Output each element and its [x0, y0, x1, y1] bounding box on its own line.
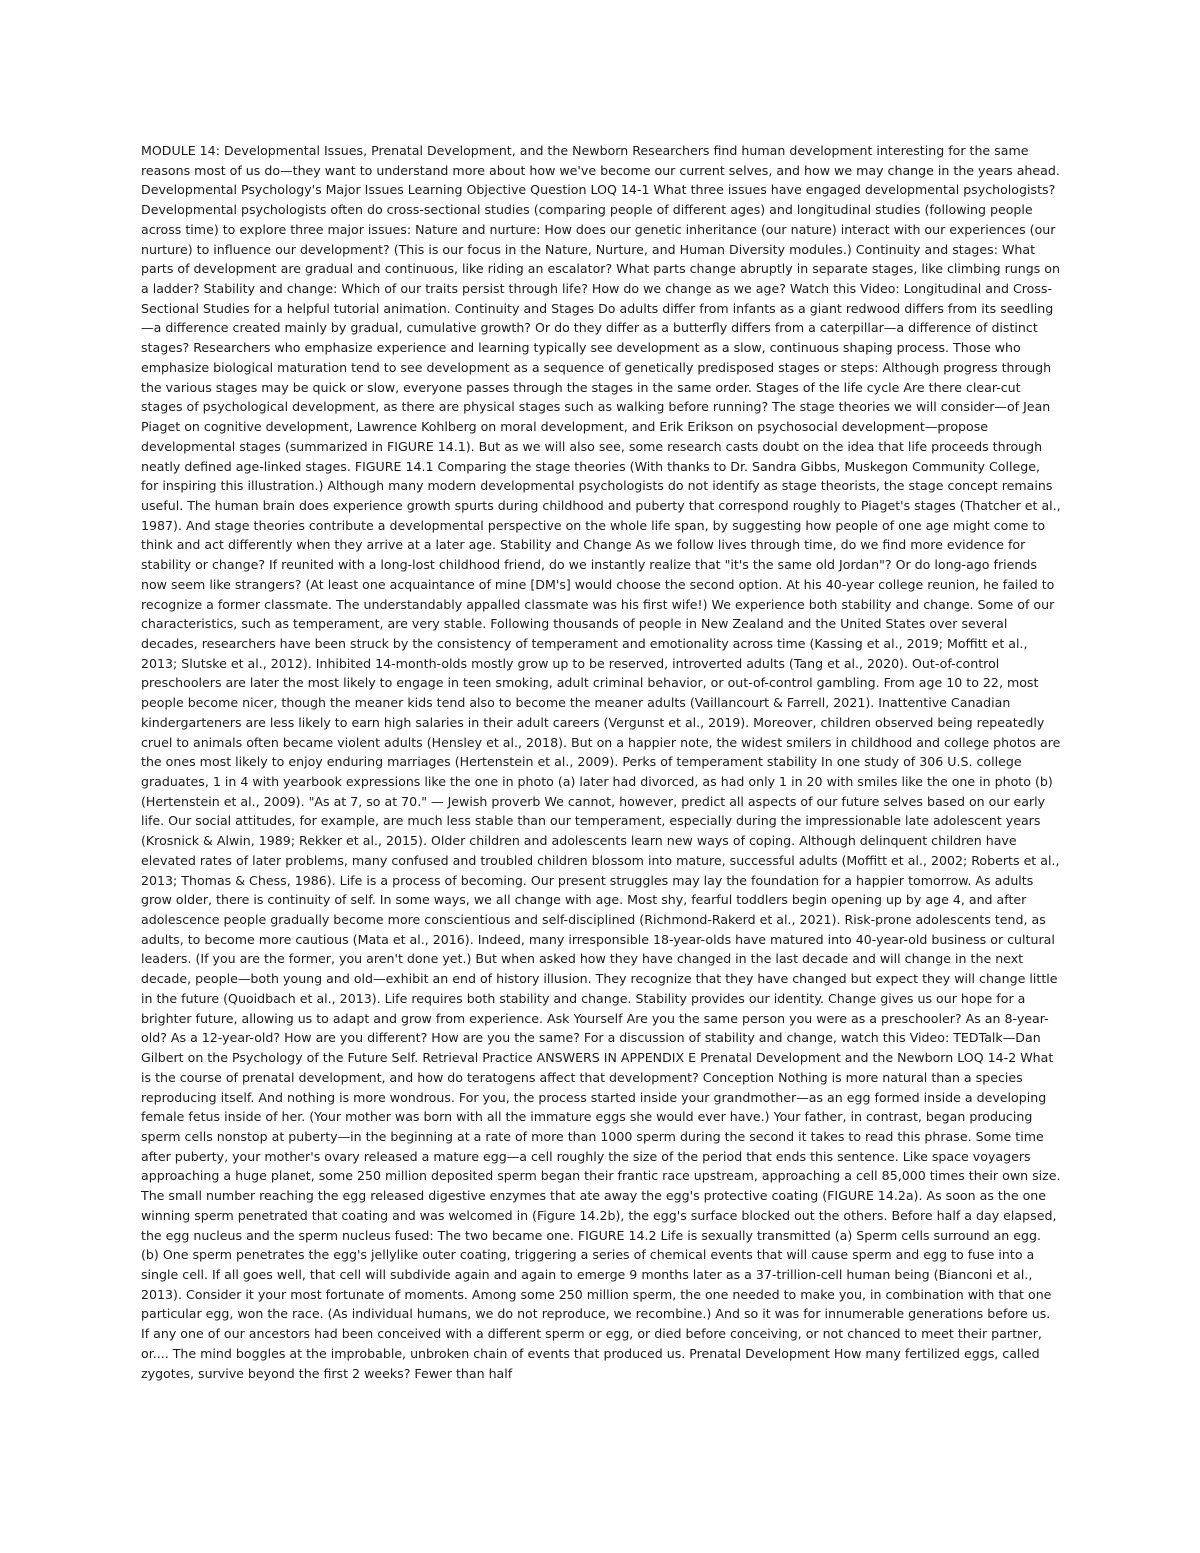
- body-text: MODULE 14: Developmental Issues, Prenatal Development, and the Newborn Researchers find human development interesting for the same reasons most of us do—they want to understand more about how we've become our current selves, and how we may change in the years ahead. Developmental Psychology's Major Issues Learning Objective Question LOQ 14-1 What three issues have engaged developmental psychologists? Developmental psychologists often do cross-sectional studies (comparing people of different ages) and longitudinal studies (following people across time) to explore three major issues: Nature and nurture: How does our genetic inheritance (our nature) interact with our experiences (our nurture) to influence our development? (This is our focus in the Nature, Nurture, and Human Diversity modules.) Continuity and stages: What parts of development are gradual and continuous, like riding an escalator? What parts change abruptly in separate stages, like climbing rungs on a ladder? Stability and change: Which of our traits persist through life? How do we change as we age? Watch this Video: Longitudinal and Cross-Sectional Studies for a helpful tutorial animation. Continuity and Stages Do adults differ from infants as a giant redwood differs from its seedling—a difference created mainly by gradual, cumulative growth? Or do they differ as a butterfly differs from a caterpillar—a difference of distinct stages? Researchers who emphasize experience and learning typically see development as a slow, continuous shaping process. Those who emphasize biological maturation tend to see development as a sequence of genetically predisposed stages or steps: Although progress through the various stages may be quick or slow, everyone passes through the stages in the same order. Stages of the life cycle Are there clear-cut stages of psychological development, as there are physical stages such as walking before running? The stage theories we will consider—of Jean Piaget on cognitive development, Lawrence Kohlberg on moral development, and Erik Erikson on psychosocial development—propose developmental stages (summarized in FIGURE 14.1). But as we will also see, some research casts doubt on the idea that life proceeds through neatly defined age-linked stages. FIGURE 14.1 Comparing the stage theories (With thanks to Dr. Sandra Gibbs, Muskegon Community College, for inspiring this illustration.) Although many modern developmental psychologists do not identify as stage theorists, the stage concept remains useful. The human brain does experience growth spurts during childhood and puberty that correspond roughly to Piaget's stages (Thatcher et al., 1987). And stage theories contribute a developmental perspective on the whole life span, by suggesting how people of one age might come to think and act differently when they arrive at a later age. Stability and Change As we follow lives through time, do we find more evidence for stability or change? If reunited with a long-lost childhood friend, do we instantly realize that "it's the same old Jordan"? Or do long-ago friends now seem like strangers? (At least one acquaintance of mine [DM's] would choose the second option. At his 40-year college reunion, he failed to recognize a former classmate. The understandably appalled classmate was his first wife!) We experience both stability and change. Some of our characteristics, such as temperament, are very stable. Following thousands of people in New Zealand and the United States over several decades, researchers have been struck by the consistency of temperament and emotionality across time (Kassing et al., 2019; Moffitt et al., 2013; Slutske et al., 2012). Inhibited 14-month-olds mostly grow up to be reserved, introverted adults (Tang et al., 2020). Out-of-control preschoolers are later the most likely to engage in teen smoking, adult criminal behavior, or out-of-control gambling. From age 10 to 22, most people become nicer, though the meaner kids tend also to become the meaner adults (Vaillancourt & Farrell, 2021). Inattentive Canadian kindergarteners are less likely to earn high salaries in their adult careers (Vergunst et al., 2019). Moreover, children observed being repeatedly cruel to animals often became violent adults (Hensley et al., 2018). But on a happier note, the widest smilers in childhood and college photos are the ones most likely to enjoy enduring marriages (Hertenstein et al., 2009). Perks of temperament stability In one study of 306 U.S. college graduates, 1 in 4 with yearbook expressions like the one in photo (a) later had divorced, as had only 1 in 20 with smiles like the one in photo (b) (Hertenstein et al., 2009). "As at 7, so at 70." — Jewish proverb We cannot, however, predict all aspects of our future selves based on our early life. Our social attitudes, for example, are much less stable than our temperament, especially during the impressionable late adolescent years (Krosnick & Alwin, 1989; Rekker et al., 2015). Older children and adolescents learn new ways of coping. Although delinquent children have elevated rates of later problems, many confused and troubled children blossom into mature, successful adults (Moffitt et al., 2002; Roberts et al., 2013; Thomas & Chess, 1986). Life is a process of becoming. Our present struggles may lay the foundation for a happier tomorrow. As adults grow older, there is continuity of self. In some ways, we all change with age. Most shy, fearful toddlers begin opening up by age 4, and after adolescence people gradually become more conscientious and self-disciplined (Richmond-Rakerd et al., 2021). Risk-prone adolescents tend, as adults, to become more cautious (Mata et al., 2016). Indeed, many irresponsible 18-year-olds have matured into 40-year-old business or cultural leaders. (If you are the former, you aren't done yet.) But when asked how they have changed in the last decade and will change in the next decade, people—both young and old—exhibit an end of history illusion. They recognize that they have changed but expect they will change little in the future (Quoidbach et al., 2013). Life requires both stability and change. Stability provides our identity. Change gives us our hope for a brighter future, allowing us to adapt and grow from experience. Ask Yourself Are you the same person you were as a preschooler? As an 8-year-old? As a 12-year-old? How are you different? How are you the same? For a discussion of stability and change, watch this Video: TEDTalk—Dan Gilbert on the Psychology of the Future Self. Retrieval Practice ANSWERS IN APPENDIX E Prenatal Development and the Newborn LOQ 14-2 What is the course of prenatal development, and how do teratogens affect that development? Conception Nothing is more natural than a species reproducing itself. And nothing is more wondrous. For you, the process started inside your grandmother—as an egg formed inside a developing female fetus inside of her. (Your mother was born with all the immature eggs she would ever have.) Your father, in contrast, began producing sperm cells nonstop at puberty—in the beginning at a rate of more than 1000 sperm during the second it takes to read this phrase. Some time after puberty, your mother's ovary released a mature egg—a cell roughly the size of the period that ends this sentence. Like space voyagers approaching a huge planet, some 250 million deposited sperm began their frantic race upstream, approaching a cell 85,000 times their own size. The small number reaching the egg released digestive enzymes that ate away the egg's protective coating (FIGURE 14.2a). As soon as the one winning sperm penetrated that coating and was welcomed in (Figure 14.2b), the egg's surface blocked out the others. Before half a day elapsed, the egg nucleus and the sperm nucleus fused: The two became one. FIGURE 14.2 Life is sexually transmitted (a) Sperm cells surround an egg. (b) One sperm penetrates the egg's jellylike outer coating, triggering a series of chemical events that will cause sperm and egg to fuse into a single cell. If all goes well, that cell will subdivide again and again to emerge 9 months later as a 37-trillion-cell human being (Bianconi et al., 2013). Consider it your most fortunate of moments. Among some 250 million sperm, the one needed to make you, in combination with that one particular egg, won the race. (As individual humans, we do not reproduce, we recombine.) And so it was for innumerable generations before us. If any one of our ancestors had been conceived with a different sperm or egg, or died before conceiving, or not chanced to meet their partner, or.... The mind boggles at the improbable, unbroken chain of events that produced us. Prenatal Development How many fertilized eggs, called zygotes, survive beyond the first 2 weeks? Fewer than half: [141, 143, 1061, 1381]
